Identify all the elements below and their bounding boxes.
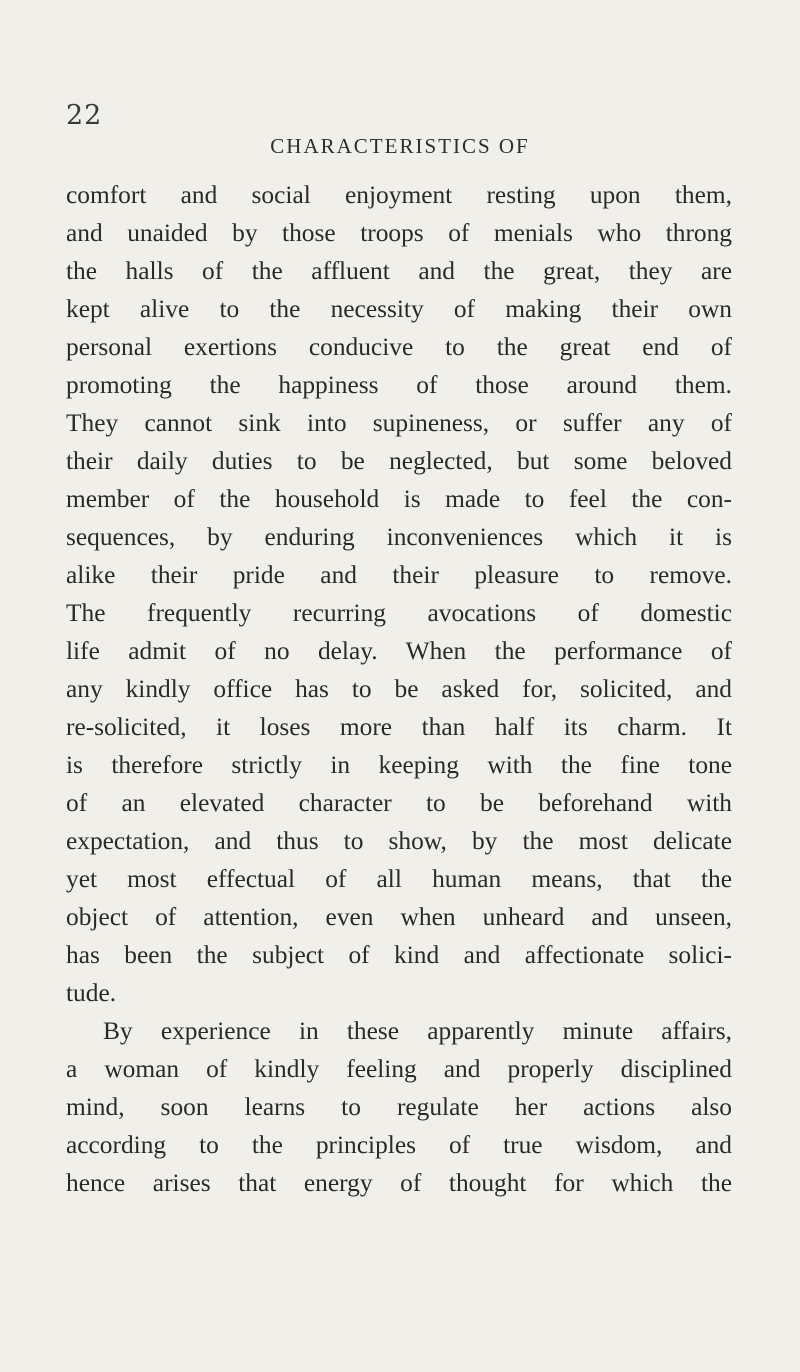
text-line: alike their pride and their pleasure to remove. xyxy=(66,561,732,589)
text-line: mind, soon learns to regulate her actions also xyxy=(66,1093,732,1121)
running-head: CHARACTERISTICS OF xyxy=(270,134,530,158)
text-line: member of the household is made to feel the con- xyxy=(66,485,732,513)
text-line: has been the subject of kind and affectionate solici- xyxy=(66,941,732,969)
text-line: a woman of kindly feeling and properly disciplined xyxy=(66,1055,732,1083)
text-line: tude. xyxy=(66,979,117,1007)
text-line: according to the principles of true wisdom, and xyxy=(66,1131,732,1159)
text-line: re-solicited, it loses more than half its charm. It xyxy=(66,713,732,741)
text-line: their daily duties to be neglected, but some beloved xyxy=(66,447,732,475)
text-line: any kindly office has to be asked for, solicited, and xyxy=(66,675,732,703)
text-line: The frequently recurring avocations of domestic xyxy=(66,599,732,627)
text-line: life admit of no delay. When the performance of xyxy=(66,637,732,665)
text-line: promoting the happiness of those around them. xyxy=(66,371,732,399)
text-line: yet most effectual of all human means, that the xyxy=(66,865,732,893)
text-line: By experience in these apparently minute affairs, xyxy=(103,1017,732,1045)
text-line: and unaided by those troops of menials who throng xyxy=(66,219,732,247)
text-line: comfort and social enjoyment resting upon them, xyxy=(66,181,732,209)
text-line: object of attention, even when unheard and unseen, xyxy=(66,903,732,931)
text-line: of an elevated character to be beforehand with xyxy=(66,789,732,817)
text-line: expectation, and thus to show, by the most delicate xyxy=(66,827,732,855)
text-line: They cannot sink into supineness, or suffer any of xyxy=(66,409,732,437)
text-line: personal exertions conducive to the great end of xyxy=(66,333,732,361)
text-line: kept alive to the necessity of making their own xyxy=(66,295,732,323)
text-line: sequences, by enduring inconveniences which it is xyxy=(66,523,732,551)
page-number: 22 xyxy=(66,100,103,131)
text-line: hence arises that energy of thought for which the xyxy=(66,1169,732,1197)
text-line: is therefore strictly in keeping with the fine tone xyxy=(66,751,732,779)
text-line: the halls of the affluent and the great, they are xyxy=(66,257,732,285)
